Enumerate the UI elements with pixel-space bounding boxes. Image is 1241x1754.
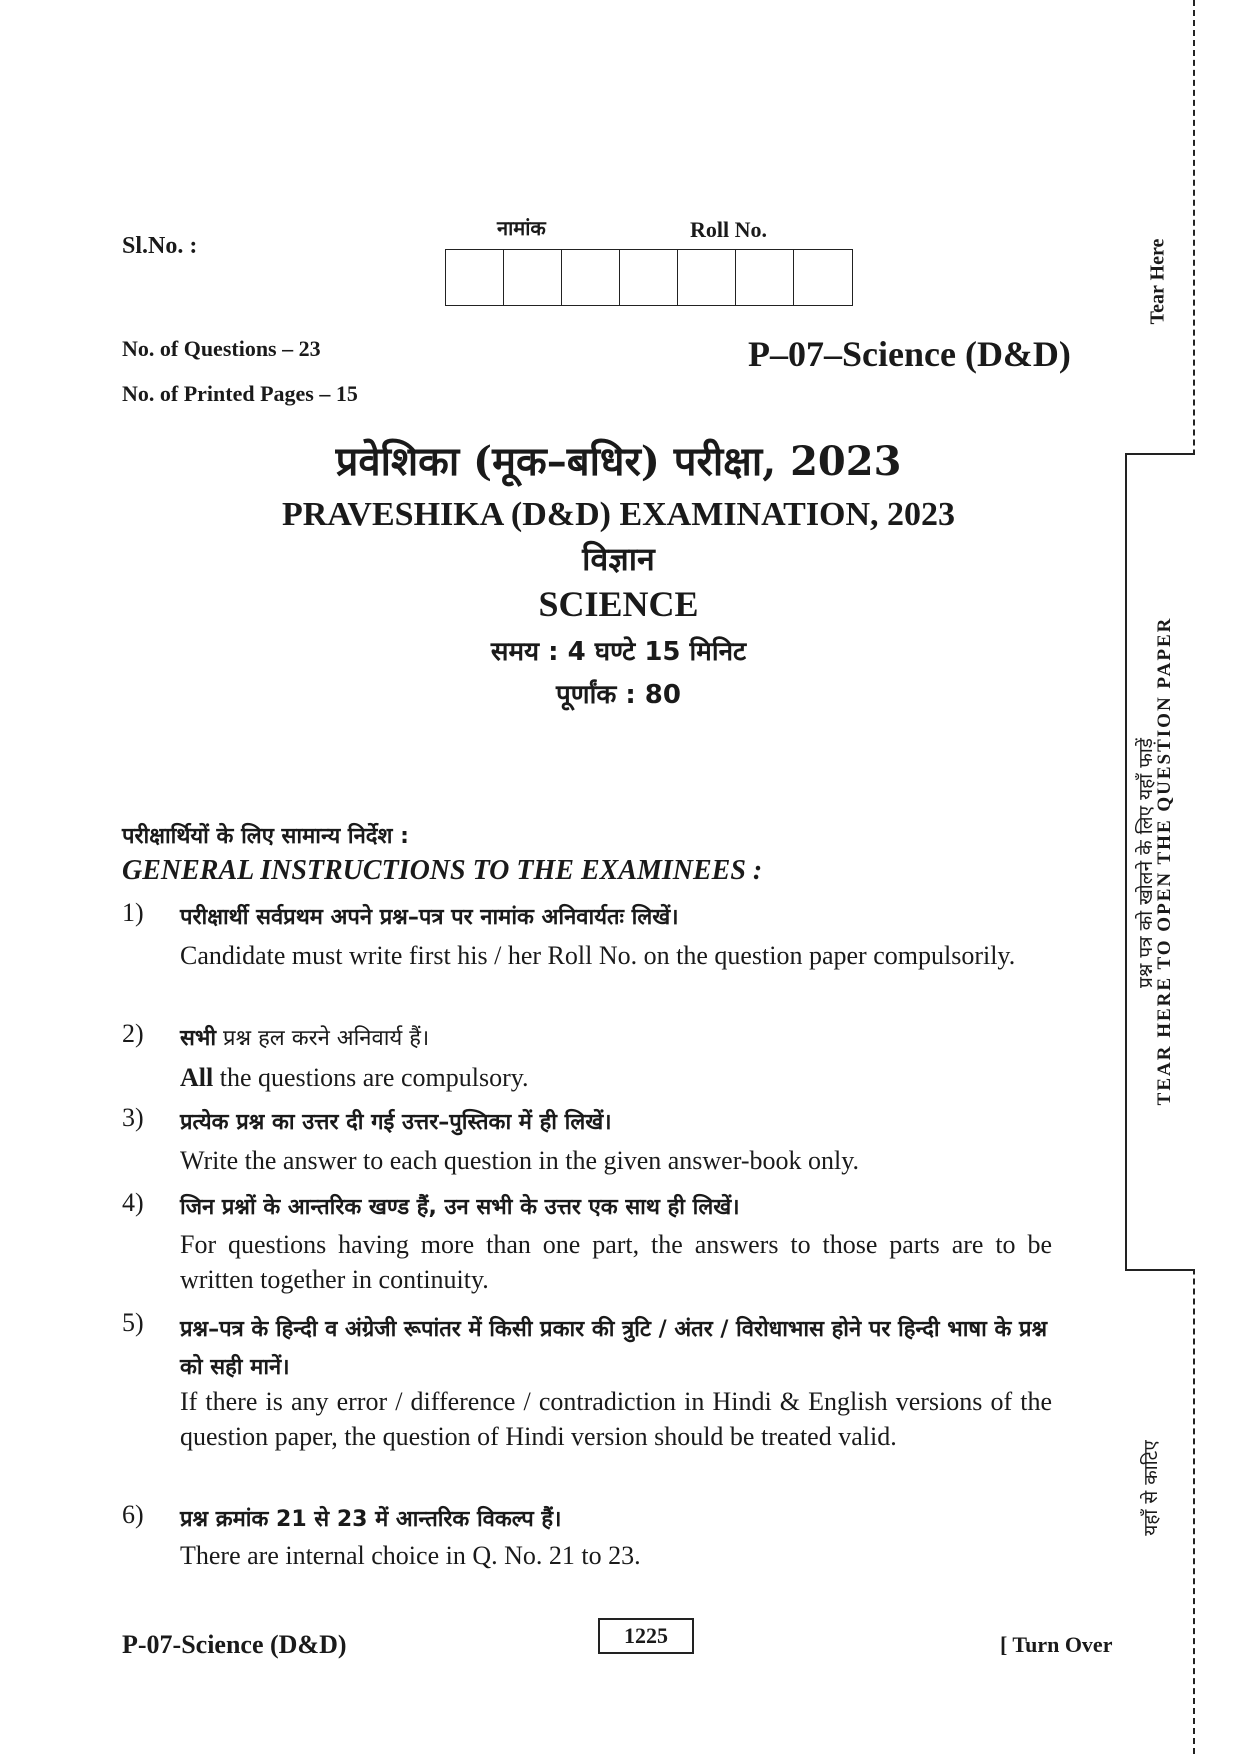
max-marks: पूर्णांक : 80 — [556, 680, 681, 710]
subject-hindi: विज्ञान — [582, 540, 655, 578]
tear-box-english: TEAR HERE TO OPEN THE QUESTION PAPER — [1154, 616, 1175, 1106]
subject-english: SCIENCE — [538, 584, 699, 624]
instruction-hindi-rest: प्रश्न हल करने अनिवार्य हैं। — [216, 1026, 430, 1051]
instruction-english: Write the answer to each question in the given answer-book only. — [180, 1146, 860, 1175]
exam-title-hindi: प्रवेशिका (मूक–बधिर) परीक्षा, 2023 — [335, 438, 902, 485]
roll-number-grid[interactable] — [445, 249, 853, 306]
instruction-number: 1) — [122, 898, 144, 927]
instruction-number: 2) — [122, 1019, 144, 1048]
roll-digit-box[interactable] — [504, 250, 562, 305]
instruction-english: Candidate must write first his / her Roll No. on the question paper compulsorily. — [180, 941, 1016, 970]
footer-paper-code: P-07-Science (D&D) — [122, 1630, 347, 1659]
roll-digit-box[interactable] — [562, 250, 620, 305]
instructions-heading-hindi: परीक्षार्थियों के लिए सामान्य निर्देश : — [122, 824, 409, 849]
instruction-english: If there is any error / difference / contradiction in Hindi & English versions of the question paper, the question of Hindi version should be treated valid. — [180, 1387, 1052, 1451]
instruction-number: 4) — [122, 1188, 144, 1217]
paper-code: P–07–Science (D&D) — [748, 334, 1071, 374]
instruction-hindi: प्रश्न क्रमांक 21 से 23 में आन्तरिक विकल्प हैं। — [180, 1507, 562, 1532]
roll-digit-box[interactable] — [794, 250, 852, 305]
instruction-english — [180, 1060, 1052, 1095]
instruction-hindi: परीक्षार्थी सर्वप्रथम अपने प्रश्न–पत्र पर नामांक अनिवार्यतः लिखें। — [180, 905, 679, 930]
instruction-hindi: प्रश्न–पत्र के हिन्दी व अंग्रेजी रूपांतर में किसी प्रकार की त्रुटि / अंतर / विरोधाभास होने पर हिन्दी भाषा के प्रश्न को सही मानें। — [180, 1317, 1048, 1380]
instruction-english: For questions having more than one part, the answers to those parts are to be written together in continuity. — [180, 1230, 1052, 1294]
page-code-box: 1225 — [598, 1618, 694, 1654]
roll-digit-box[interactable] — [620, 250, 678, 305]
num-pages: No. of Printed Pages – 15 — [122, 381, 358, 406]
roll-label-hindi: नामांक — [497, 216, 546, 240]
roll-digit-box[interactable] — [736, 250, 794, 305]
instruction-hindi: प्रत्येक प्रश्न का उत्तर दी गई उत्तर–पुस्तिका में ही लिखें। — [180, 1110, 612, 1135]
roll-digit-box[interactable] — [446, 250, 504, 305]
time-allowed: समय : 4 घण्टे 15 मिनिट — [490, 637, 747, 667]
instruction-number: 6) — [122, 1500, 144, 1529]
instruction-english-emphasis: All — [180, 1063, 214, 1092]
instruction-number: 3) — [122, 1103, 144, 1132]
instruction-english-rest: the questions are compulsory. — [213, 1063, 529, 1092]
serial-number-label: Sl.No. : — [122, 233, 198, 259]
instruction-number: 5) — [122, 1308, 144, 1337]
turn-over-label: [ Turn Over — [1000, 1632, 1113, 1657]
instruction-hindi: जिन प्रश्नों के आन्तरिक खण्ड हैं, उन सभी के उत्तर एक साथ ही लिखें। — [180, 1195, 740, 1220]
instruction-english: There are internal choice in Q. No. 21 to 23. — [180, 1541, 641, 1570]
exam-title-english: PRAVESHIKA (D&D) EXAMINATION, 2023 — [281, 496, 956, 533]
roll-digit-box[interactable] — [678, 250, 736, 305]
roll-label-english: Roll No. — [690, 217, 767, 242]
tear-box-hindi: प्रश्न पत्र को खोलने के लिए यहाँ फाड़ें — [1135, 738, 1157, 988]
instruction-hindi — [180, 1022, 429, 1052]
instruction-hindi-emphasis: सभी — [180, 1026, 217, 1051]
tear-here-label: Tear Here — [1146, 238, 1169, 325]
num-questions: No. of Questions – 23 — [122, 336, 321, 361]
instructions-heading-english: GENERAL INSTRUCTIONS TO THE EXAMINEES : — [122, 855, 763, 886]
cut-here-label: यहाँ से काटिए — [1140, 1440, 1162, 1536]
